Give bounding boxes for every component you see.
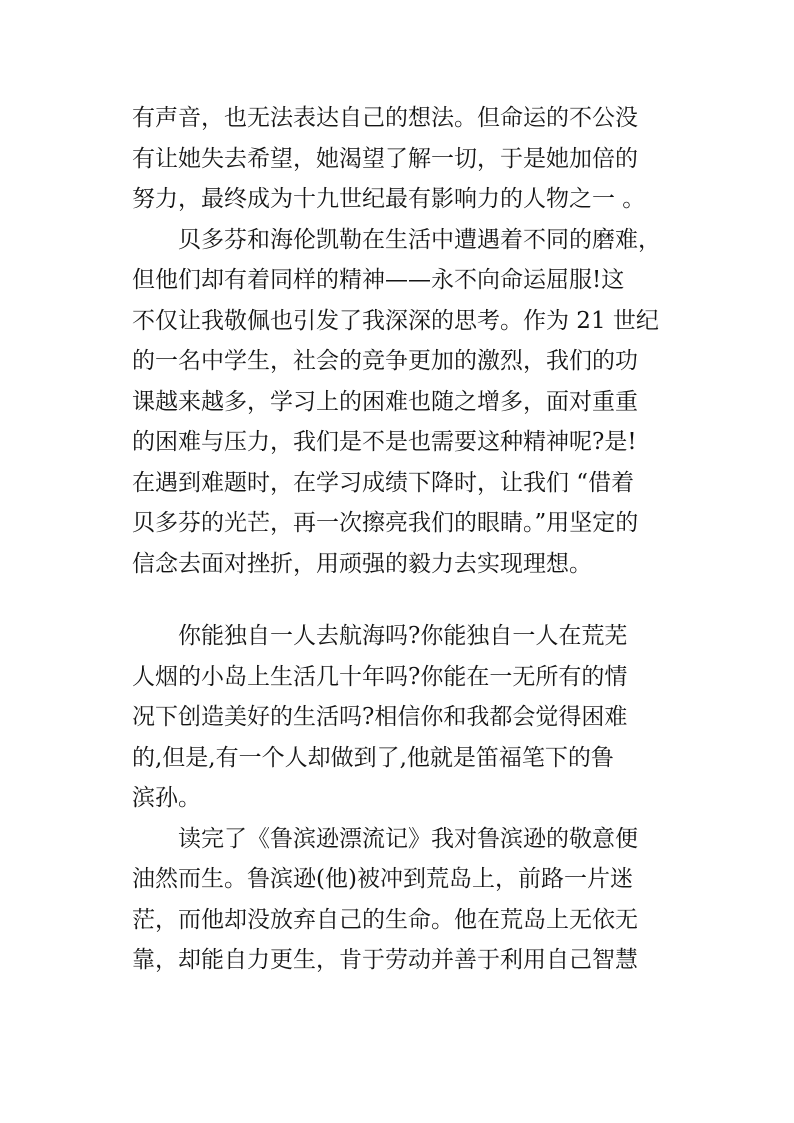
text-line: 的一名中学生，社会的竞争更加的激烈，我们的功 [132, 348, 638, 374]
text-line: 不仅让我敬佩也引发了我深深的思考。作为 21 世纪 [132, 307, 659, 334]
text-line: 努力，最终成为十九世纪最有影响力的人物之一 。 [132, 186, 646, 212]
text-line: 在遇到难题时，在学习成绩下降时，让我们 “借着 [132, 469, 635, 496]
text-line: 况下创造美好的生活吗?相信你和我都会觉得困难 [132, 704, 628, 730]
text-line: 油然而生。鲁滨逊(他)被冲到荒岛上，前路一片迷 [132, 866, 633, 892]
text-line: 人烟的小岛上生活几十年吗?你能在一无所有的情 [132, 663, 628, 690]
essay-section-1 [132, 98, 662, 584]
paragraph-first-line: 贝多芬和海伦凯勒在生活中遭遇着不同的磨难， [178, 226, 661, 253]
text-line: 有让她失去希望，她渴望了解一切，于是她加倍的 [132, 145, 638, 172]
text-line: 贝多芬的光芒，再一次擦亮我们的眼睛。”用坚定的 [132, 510, 639, 536]
text-line: 茫，而他却没放弃自己的生命。他在荒岛上无依无 [132, 906, 638, 933]
text-line: 课越来越多，学习上的困难也随之增多，面对重重 [132, 388, 638, 415]
essay-section-2 [132, 616, 662, 981]
paragraph-first-line: 你能独自一人去航海吗?你能独自一人在荒芜 [178, 623, 628, 649]
text-line: 但他们却有着同样的精神——永不向命运屈服!这 [132, 267, 625, 293]
text-line: 的,但是,有一个人却做到了,他就是笛福笔下的鲁 [132, 744, 614, 771]
text-line: 信念去面对挫折，用顽强的毅力去实现理想。 [132, 550, 592, 577]
text-line: 有声音，也无法表达自己的想法。但命运的不公没 [132, 105, 638, 131]
paragraph-first-line: 读完了《鲁滨逊漂流记》我对鲁滨逊的敬意便 [178, 825, 638, 852]
text-line: 靠，却能自力更生，肯于劳动并善于利用自己智慧 [132, 947, 638, 973]
text-line: 的困难与压力，我们是不是也需要这种精神呢?是! [132, 429, 637, 455]
text-line: 滨孙。 [132, 785, 201, 811]
